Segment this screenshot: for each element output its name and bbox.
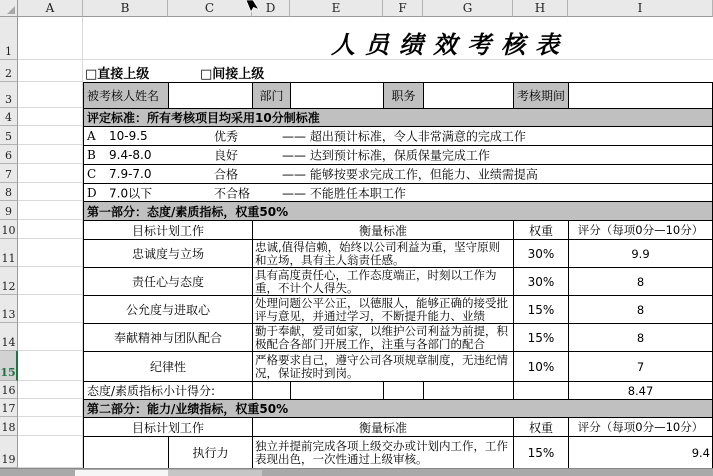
checkbox-direct-supervisor[interactable]: □直接上级 (85, 67, 150, 82)
grade-range: 10-9.5 (109, 129, 148, 143)
grade-desc: —— 超出预计标准，令人非常满意的完成工作 (282, 129, 526, 144)
grade-letter: B (87, 148, 96, 162)
grade-row-c (84, 165, 712, 184)
cell-dept-value[interactable] (291, 83, 384, 108)
part1-header-row (84, 202, 712, 221)
item-category-cell[interactable] (84, 437, 169, 468)
standards-header-cell[interactable]: 评定标准：所有考核项目均采用10分制标准 (84, 109, 712, 126)
grade-row-b (84, 146, 712, 165)
cell-period-value[interactable] (569, 83, 712, 108)
grade-range: 7.9-7.0 (109, 167, 152, 181)
subtotal-label-cell[interactable]: 态度/素质指标小计得分: (84, 382, 253, 399)
item-criteria-cell[interactable]: 严格要求自己，遵守公司各项规章制度，无违纪情况，保证按时到岗。 (253, 352, 514, 381)
subtotal-empty-cell[interactable] (424, 382, 514, 399)
row-header-15-active[interactable]: 15 (0, 351, 18, 381)
cell-a12[interactable] (18, 267, 83, 295)
part2-columns-row (84, 418, 712, 437)
row-header-6[interactable]: 6 (0, 145, 18, 164)
grade-name: 合格 (214, 167, 239, 182)
cell-a11[interactable] (18, 239, 83, 267)
cell-name-label[interactable]: 被考核人姓名 (84, 83, 169, 108)
cell-a10[interactable] (18, 220, 83, 239)
column-header-d[interactable]: D (252, 0, 290, 17)
item-score-cell[interactable]: 8 (636, 302, 645, 317)
cell-a18[interactable] (18, 417, 83, 436)
row-header-14[interactable]: 14 (0, 323, 18, 351)
item-weight-cell[interactable]: 30% (514, 268, 569, 295)
cell-position-value[interactable] (424, 83, 514, 108)
cell-dept-label[interactable]: 部门 (253, 83, 291, 108)
part2-header-cell[interactable]: 第二部分：能力/业绩指标，权重50% (84, 400, 712, 417)
item-score-cell[interactable]: 8 (636, 330, 645, 345)
header-measure-cell[interactable]: 衡量标准 (253, 418, 514, 436)
cell-a16[interactable] (18, 381, 83, 399)
column-header-f[interactable]: F (383, 0, 423, 17)
column-headers (18, 0, 713, 17)
row-header-11[interactable]: 11 (0, 239, 18, 267)
item-criteria-cell[interactable]: 具有高度责任心，工作态度端正，时刻以工作为重，不计个人得失。 (253, 268, 514, 295)
subtotal-empty-cell[interactable] (384, 382, 424, 399)
grade-row-b-cell[interactable] (84, 146, 712, 164)
part1-item-row (84, 352, 712, 382)
header-measure-cell[interactable]: 衡量标准 (253, 221, 514, 239)
part2-header-row (84, 400, 712, 418)
grade-name: 不合格 (214, 186, 251, 200)
item-weight-cell[interactable]: 15% (514, 324, 569, 351)
row-header-18[interactable]: 18 (0, 417, 18, 436)
grade-letter: C (87, 167, 97, 181)
grade-name: 良好 (214, 148, 239, 163)
column-header-e[interactable]: E (290, 0, 383, 17)
item-name-cell[interactable]: 纪律性 (84, 352, 253, 381)
cell-a19[interactable] (18, 436, 83, 468)
item-weight-cell[interactable]: 30% (514, 240, 569, 267)
item-name-cell[interactable]: 责任心与态度 (84, 268, 253, 295)
item-criteria-cell[interactable]: 处理问题公平公正，以德服人，能够正确的接受批评与意见，并通过学习，不断提升能力、业绩 (253, 296, 514, 323)
cell-a9[interactable] (18, 201, 83, 220)
header-score-cell[interactable]: 评分（每项0分—10分） (577, 420, 704, 434)
item-score-cell[interactable]: 9.9 (631, 246, 650, 261)
grade-row-d (84, 184, 712, 202)
grade-row-d-cell[interactable] (84, 184, 712, 201)
part1-item-row (84, 296, 712, 324)
item-criteria-cell[interactable]: 独立并提前完成各项上级交办或计划内工作，工作表现出色，一次性通过上级审核。 (253, 437, 514, 468)
cell-position-label[interactable]: 职务 (384, 83, 424, 108)
active-sheet-tab[interactable] (75, 470, 168, 476)
grade-row-a-cell[interactable] (84, 127, 712, 145)
part1-header-cell[interactable]: 第一部分：态度/素质指标，权重50% (84, 202, 712, 220)
cell-a6[interactable] (18, 145, 83, 164)
item-weight-cell[interactable]: 15% (514, 296, 569, 323)
row-header-19[interactable]: 19 (0, 436, 18, 468)
checkbox-indirect-supervisor[interactable]: □间接上级 (200, 67, 265, 82)
grade-desc: —— 能够按要求完成工作，但能力、业绩需提高 (282, 167, 538, 182)
grade-range: 7.0以下 (109, 186, 153, 200)
header-goal-cell[interactable]: 目标计划工作 (84, 418, 253, 436)
row-header-4[interactable]: 4 (0, 108, 18, 126)
item-criteria-cell[interactable]: 勤于奉献，爱司如家，以维护公司利益为前提，积极配合各部门开展工作，注重与各部门的配合 (253, 324, 514, 351)
cell-a17[interactable] (18, 399, 83, 417)
cell-a1[interactable] (18, 17, 83, 60)
item-name-cell[interactable]: 奉献精神与团队配合 (84, 324, 253, 351)
standards-header-row (84, 109, 712, 127)
grade-name: 优秀 (214, 129, 239, 144)
header-weight-cell[interactable]: 权重 (514, 221, 569, 239)
subtotal-empty-cell[interactable] (514, 382, 569, 399)
item-score-cell[interactable]: 9.4 (691, 445, 710, 460)
part1-subtotal-row (84, 382, 712, 400)
row-header-16[interactable]: 16 (0, 381, 18, 399)
column-a-cells (18, 17, 83, 468)
item-name-cell[interactable]: 忠诚度与立场 (84, 240, 253, 267)
part1-columns-row (84, 221, 712, 240)
row-header-2[interactable]: 2 (0, 60, 18, 82)
row-header-5[interactable]: 5 (0, 126, 18, 145)
cell-a8[interactable] (18, 183, 83, 201)
subtotal-value-cell[interactable]: 8.47 (627, 383, 654, 398)
cell-a2[interactable] (18, 60, 83, 82)
grade-desc: —— 不能胜任本职工作 (282, 186, 406, 200)
bottom-bar (0, 468, 713, 476)
cell-a15-selected[interactable] (18, 351, 83, 381)
row-headers (0, 17, 18, 468)
part1-item-row (84, 268, 712, 296)
grade-letter: D (87, 185, 97, 200)
item-score-cell[interactable]: 8 (636, 274, 645, 289)
row-header-9[interactable]: 9 (0, 201, 18, 220)
column-header-h[interactable]: H (513, 0, 568, 17)
item-criteria-cell[interactable]: 忠诚,值得信赖，始终以公司利益为重，坚守原则和立场，具有主人翁责任感。 (253, 240, 514, 267)
info-row (84, 83, 712, 109)
evaluation-form-table (83, 82, 713, 468)
row-header-8[interactable]: 8 (0, 183, 18, 201)
part2-item-row (84, 437, 712, 468)
select-all-corner[interactable] (0, 0, 18, 17)
column-header-c[interactable]: C (168, 0, 252, 17)
mouse-cursor-icon (243, 0, 261, 14)
row-header-17[interactable]: 17 (0, 399, 18, 417)
item-weight-cell[interactable]: 10% (514, 352, 569, 381)
part1-item-row (84, 240, 712, 268)
row-header-13[interactable]: 13 (0, 295, 18, 323)
subtotal-empty-cell[interactable] (253, 382, 291, 399)
cell-a3[interactable] (18, 82, 83, 108)
header-score-cell[interactable]: 评分（每项0分—10分） (577, 223, 704, 237)
item-score-cell[interactable]: 7 (636, 359, 645, 374)
item-name-cell[interactable]: 执行力 (169, 437, 253, 468)
corner-triangle-icon (7, 6, 15, 14)
grade-row-a (84, 127, 712, 146)
column-header-i[interactable]: I (568, 0, 713, 17)
row-header-3[interactable]: 3 (0, 82, 18, 108)
subtotal-empty-cell[interactable] (291, 382, 384, 399)
part1-item-row (84, 324, 712, 352)
cell-a13[interactable] (18, 295, 83, 323)
grade-range: 9.4-8.0 (109, 148, 152, 162)
cell-a4[interactable] (18, 108, 83, 126)
grade-desc: —— 达到预计标准，保质保量完成工作 (282, 148, 490, 163)
column-header-g[interactable]: G (423, 0, 513, 17)
sheet-title[interactable]: 人员绩效考核表 (331, 30, 569, 59)
row-header-7[interactable]: 7 (0, 164, 18, 183)
cell-period-label[interactable]: 考核期间 (514, 83, 569, 108)
cell-name-value[interactable] (169, 83, 253, 108)
inactive-sheet-tab[interactable] (168, 470, 262, 476)
cell-a7[interactable] (18, 164, 83, 183)
item-weight-cell[interactable]: 15% (514, 437, 569, 468)
grade-letter: A (87, 129, 96, 143)
row-header-12[interactable]: 12 (0, 267, 18, 295)
column-header-a[interactable]: A (18, 0, 83, 17)
item-name-cell[interactable]: 公允度与进取心 (84, 296, 253, 323)
header-goal-cell[interactable]: 目标计划工作 (84, 221, 253, 239)
cell-a5[interactable] (18, 126, 83, 145)
grade-row-c-cell[interactable] (84, 165, 712, 183)
cell-a14[interactable] (18, 323, 83, 351)
column-header-b[interactable]: B (83, 0, 168, 17)
row-header-1[interactable]: 1 (0, 17, 18, 60)
row-header-10[interactable]: 10 (0, 220, 18, 239)
header-weight-cell[interactable]: 权重 (514, 418, 569, 436)
